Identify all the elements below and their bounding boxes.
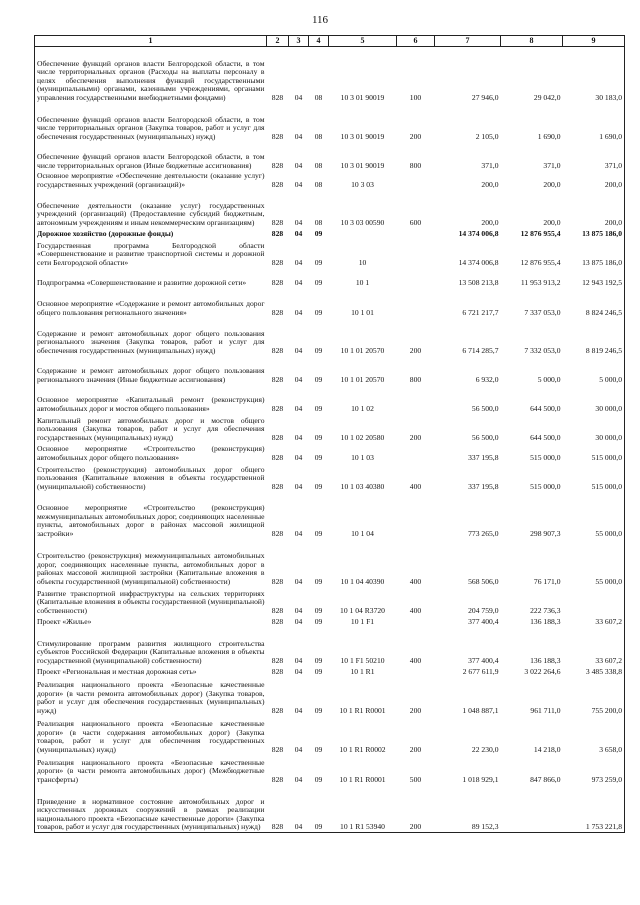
amount-year-2: 136 188,3	[530, 616, 561, 626]
column-header: 1	[35, 36, 267, 47]
amount-year-2: 644 500,0	[530, 432, 561, 442]
amount-year-1: 6 932,0	[475, 374, 499, 384]
amount-year-2: 200,0	[543, 217, 561, 227]
subsection-code: 09	[314, 374, 323, 384]
amount-year-3: 1 690,0	[563, 103, 625, 142]
target-article-code	[329, 228, 397, 239]
column-header: 7	[435, 36, 501, 47]
admin-code: 828	[271, 655, 284, 665]
table-row	[35, 443, 625, 463]
subsection-code: 08	[314, 217, 323, 227]
section-code: 04	[294, 605, 303, 615]
amount-year-3: 30 000,0	[563, 385, 625, 414]
amount-year-1: 568 506,0	[468, 576, 499, 586]
amount-year-1: 204 759,0	[468, 605, 499, 615]
table-row	[35, 142, 625, 171]
amount-year-3: 200,0	[563, 171, 625, 190]
section-code: 04	[294, 92, 303, 102]
amount-year-1: 2 105,0	[475, 131, 499, 141]
row-name: Содержание и ремонт автомобильных дорог общего пользования регионального значения (Закупка товаров, работ и услуг для обеспечения государственных (муниципальных) нужд)	[35, 318, 267, 356]
amount-year-2: 12 876 955,4	[520, 228, 561, 238]
target-article-code: 10 1 R1 53940	[329, 785, 397, 833]
admin-code: 828	[271, 92, 284, 102]
table-header-row	[35, 36, 625, 47]
expense-type-code	[397, 385, 435, 414]
section-code: 04	[294, 345, 303, 355]
amount-year-3: 3 658,0	[563, 716, 625, 755]
subsection-code: 09	[314, 774, 323, 784]
row-name: Государственная программа Белгородской области «Совершенствование и развитие транспортной системы и дорожной сети Белгородской области»	[35, 239, 267, 268]
section-code: 04	[294, 452, 303, 462]
row-name: Обеспечение функций органов власти Белгородской области, в том числе территориальных органов (Иные бюджетные ассигнования)	[35, 142, 267, 171]
expense-type-code	[397, 288, 435, 318]
table-row	[35, 755, 625, 785]
row-name: Стимулирование программ развития жилищного строительства субъектов Российской Федерации (Капитальные вложения в объекты государственной (муниципальной) собственности)	[35, 627, 267, 666]
admin-code: 828	[271, 605, 284, 615]
admin-code: 828	[271, 774, 284, 784]
amount-year-2: 847 866,0	[530, 774, 561, 784]
admin-code: 828	[271, 345, 284, 355]
amount-year-3: 371,0	[563, 142, 625, 171]
amount-year-2: 7 337 053,0	[524, 307, 561, 317]
target-article-code: 10 1 04 R3720	[340, 605, 385, 615]
amount-year-2: 644 500,0	[530, 403, 561, 413]
admin-code: 828	[271, 432, 284, 442]
amount-year-2: 200,0	[543, 179, 561, 189]
amount-year-3: 55 000,0	[563, 492, 625, 539]
subsection-code: 09	[314, 257, 323, 267]
section-code: 04	[294, 481, 303, 491]
amount-year-2: 222 736,3	[530, 605, 561, 615]
column-header: 3	[289, 36, 309, 47]
column-header: 5	[329, 36, 397, 47]
table-row	[35, 616, 625, 627]
subsection-code: 09	[314, 228, 323, 238]
subsection-code: 09	[314, 705, 323, 715]
target-article-code: 10 1 R1 R0001	[339, 774, 386, 784]
subsection-code: 09	[314, 277, 323, 287]
expense-type-code: 200	[409, 705, 422, 715]
table-row	[35, 318, 625, 356]
section-code: 04	[294, 277, 303, 287]
section-code: 04	[294, 774, 303, 784]
expense-type-code: 400	[409, 481, 422, 491]
table-row	[35, 385, 625, 414]
amount-year-3: 515 000,0	[563, 443, 625, 463]
amount-year-1: 1 018 929,1	[462, 774, 499, 784]
admin-code: 828	[271, 481, 284, 491]
table-row	[35, 666, 625, 677]
column-header: 9	[563, 36, 625, 47]
amount-year-1: 56 500,0	[471, 432, 499, 442]
row-name: Проект «Жилье»	[35, 616, 267, 627]
admin-code: 828	[271, 257, 284, 267]
amount-year-3: 13 875 186,0	[563, 228, 625, 239]
row-name: Приведение в нормативное состояние автомобильных дорог и искусственных дорожных сооружений в рамках реализации национального проекта «Безопасные качественные дороги» (Закупка товаров, работ и услуг для государственных (муниципальных) нужд)	[35, 785, 267, 833]
expense-type-code: 400	[409, 576, 422, 586]
target-article-code: 10 3 01 90019	[340, 92, 385, 102]
amount-year-1: 371,0	[481, 160, 499, 170]
amount-year-1: 89 152,3	[435, 785, 501, 833]
table-row	[35, 103, 625, 142]
section-code: 04	[294, 257, 303, 267]
amount-year-2: 76 171,0	[533, 576, 561, 586]
amount-year-2: 3 022 264,6	[524, 666, 561, 676]
column-header: 4	[309, 36, 329, 47]
row-name: Основное мероприятие «Обеспечение деятельности (оказание услуг) государственных учреждений (организаций)»	[35, 171, 267, 190]
expense-type-code: 600	[409, 217, 422, 227]
amount-year-1: 2 677 611,9	[462, 666, 499, 676]
table-row	[35, 171, 625, 190]
amount-year-1: 200,0	[481, 179, 499, 189]
row-name: Обеспечение деятельности (оказание услуг) государственных учреждений (организаций) (Предоставление субсидий бюджетным, автономным учреждениям и иным некоммерческим организациям)	[35, 190, 267, 228]
column-header: 6	[397, 36, 435, 47]
row-name: Основное мероприятие «Капитальный ремонт (реконструкция) автомобильных дорог и мостов общего пользования»	[35, 385, 267, 414]
amount-year-2: 14 218,0	[533, 744, 561, 754]
target-article-code: 10 1 04 40390	[340, 576, 385, 586]
target-article-code: 10 1 02 20580	[340, 432, 385, 442]
row-name: Проект «Региональная и местная дорожная сеть»	[35, 666, 267, 677]
target-article-code: 10 1 01 20570	[340, 374, 385, 384]
section-code: 04	[294, 744, 303, 754]
subsection-code: 09	[314, 576, 323, 586]
target-article-code: 10 1 02	[351, 403, 374, 413]
amount-year-3: 13 875 186,0	[563, 239, 625, 268]
admin-code: 828	[271, 403, 284, 413]
expense-type-code	[397, 268, 435, 288]
amount-year-3: 755 200,0	[563, 677, 625, 716]
amount-year-1: 6 721 217,7	[462, 307, 499, 317]
amount-year-2: 515 000,0	[530, 452, 561, 462]
expense-type-code	[397, 492, 435, 539]
row-name: Реализация национального проекта «Безопасные качественные дороги» (в части ремонта автомобильных дорог) (Межбюджетные трансферты)	[35, 755, 267, 785]
admin-code: 828	[271, 228, 284, 238]
table-row	[35, 677, 625, 716]
section-code: 04	[294, 228, 303, 238]
amount-year-3: 1 753 221,8	[563, 785, 625, 833]
subsection-code: 09	[314, 528, 323, 538]
table-body	[35, 47, 625, 833]
amount-year-3: 33 607,2	[563, 627, 625, 666]
section-code: 04	[294, 616, 303, 626]
amount-year-3: 30 183,0	[563, 47, 625, 103]
subsection-code: 09	[314, 616, 323, 626]
subsection-code: 09	[314, 481, 323, 491]
admin-code: 828	[271, 616, 284, 626]
admin-code: 828	[271, 374, 284, 384]
subsection-code: 08	[314, 131, 323, 141]
section-code: 04	[294, 655, 303, 665]
table-row	[35, 627, 625, 666]
amount-year-2: 5 000,0	[537, 374, 561, 384]
target-article-code: 10 1 01	[351, 307, 374, 317]
admin-code: 828	[271, 744, 284, 754]
amount-year-1: 337 195,8	[468, 452, 499, 462]
amount-year-1: 56 500,0	[471, 403, 499, 413]
target-article-code: 10 1 F1 50210	[340, 655, 385, 665]
target-article-code: 10 1 03 40380	[340, 481, 385, 491]
budget-table	[34, 35, 625, 833]
expense-type-code: 800	[409, 160, 422, 170]
admin-code: 828	[271, 131, 284, 141]
subsection-code: 09	[314, 307, 323, 317]
row-name: Реализация национального проекта «Безопасные качественные дороги» (в части содержания автомобильных дорог) (Закупка товаров, работ и услуг для обеспечения государственных (муниципальных) нужд)	[35, 716, 267, 755]
amount-year-1: 200,0	[481, 217, 499, 227]
table-row	[35, 190, 625, 228]
subsection-code: 09	[314, 432, 323, 442]
amount-year-1: 22 230,0	[471, 744, 499, 754]
amount-year-3: 973 259,0	[563, 755, 625, 785]
row-name: Подпрограмма «Совершенствование и развитие дорожной сети»	[35, 268, 267, 288]
subsection-code: 08	[314, 179, 323, 189]
expense-type-code: 200	[409, 345, 422, 355]
amount-year-3: 12 943 192,5	[563, 268, 625, 288]
amount-year-1: 6 714 285,7	[462, 345, 499, 355]
section-code: 04	[294, 432, 303, 442]
target-article-code: 10	[358, 257, 367, 267]
section-code: 04	[294, 160, 303, 170]
row-name: Основное мероприятие «Строительство (реконструкция) автомобильных дорог общего пользования»	[35, 443, 267, 463]
admin-code: 828	[271, 277, 284, 287]
amount-year-2: 1 690,0	[537, 131, 561, 141]
amount-year-3: 8 819 246,5	[563, 318, 625, 356]
expense-type-code: 800	[409, 374, 422, 384]
amount-year-2: 29 042,0	[533, 92, 561, 102]
expense-type-code: 200	[409, 432, 422, 442]
expense-type-code	[397, 666, 435, 677]
target-article-code: 10 3 03	[351, 179, 374, 189]
section-code: 04	[289, 785, 309, 833]
target-article-code: 10 1 R1 R0001	[339, 705, 386, 715]
admin-code: 828	[271, 705, 284, 715]
amount-year-3: 3 485 338,8	[563, 666, 625, 677]
table-row	[35, 239, 625, 268]
amount-year-3: 55 000,0	[563, 539, 625, 587]
expense-type-code	[397, 171, 435, 190]
amount-year-3: 200,0	[563, 190, 625, 228]
target-article-code: 10 1 R1	[350, 666, 375, 676]
admin-code: 828	[271, 179, 284, 189]
expense-type-code	[397, 443, 435, 463]
amount-year-2: 515 000,0	[530, 481, 561, 491]
row-name: Капитальный ремонт автомобильных дорог и мостов общего пользования (Закупка товаров, работ и услуг для обеспечения государственных (муниципальных) нужд)	[35, 414, 267, 443]
amount-year-3: 515 000,0	[563, 463, 625, 492]
admin-code: 828	[271, 528, 284, 538]
amount-year-1: 13 508 213,8	[458, 277, 499, 287]
expense-type-code: 200	[409, 131, 422, 141]
amount-year-3: 8 824 246,5	[563, 288, 625, 318]
section-code: 04	[294, 705, 303, 715]
subsection-code: 09	[314, 345, 323, 355]
row-name: Основное мероприятие «Строительство (реконструкция) межмуниципальных автомобильных дорог, соединяющих населенные пункты, автомобильных дорог в районах массовой жилищной застройки»	[35, 492, 267, 539]
target-article-code: 10 1 01 20570	[340, 345, 385, 355]
subsection-code: 09	[309, 785, 329, 833]
amount-year-2: 12 876 955,4	[520, 257, 561, 267]
subsection-code: 09	[314, 655, 323, 665]
subsection-code: 09	[314, 666, 323, 676]
amount-year-3: 30 000,0	[563, 414, 625, 443]
expense-type-code: 400	[409, 605, 422, 615]
section-code: 04	[294, 666, 303, 676]
target-article-code: 10 3 01 90019	[340, 160, 385, 170]
expense-type-code: 200	[409, 744, 422, 754]
amount-year-2: 298 907,3	[530, 528, 561, 538]
row-name: Строительство (реконструкция) межмуниципальных автомобильных дорог, соединяющих населенные пункты, автомобильных дорог в районах массовой жилищной застройки (Капитальные вложения в объекты государственной (муниципальной) собственности)	[35, 539, 267, 587]
target-article-code: 10 1 04	[351, 528, 374, 538]
amount-year-3	[563, 587, 625, 616]
row-name: Реализация национального проекта «Безопасные качественные дороги» (в части ремонта автомобильных дорог) (Закупка товаров, работ и услуг для обеспечения государственных (муниципальных) нужд)	[35, 677, 267, 716]
expense-type-code: 500	[409, 774, 422, 784]
section-code: 04	[294, 131, 303, 141]
amount-year-1: 27 946,0	[471, 92, 499, 102]
section-code: 04	[294, 217, 303, 227]
amount-year-2: 136 188,3	[530, 655, 561, 665]
table-row	[35, 463, 625, 492]
section-code: 04	[294, 576, 303, 586]
amount-year-2: 7 332 053,0	[524, 345, 561, 355]
amount-year-2: 11 953 913,2	[520, 277, 561, 287]
target-article-code: 10 3 01 90019	[340, 131, 385, 141]
amount-year-1: 14 374 006,8	[458, 228, 499, 238]
admin-code: 828	[271, 666, 284, 676]
section-code: 04	[294, 528, 303, 538]
table-row	[35, 356, 625, 385]
section-code: 04	[294, 179, 303, 189]
table-row	[35, 268, 625, 288]
row-name: Обеспечение функций органов власти Белгородской области, в том числе территориальных органов (Расходы на выплаты персоналу в целях обеспечения выполнения функций государственными (муниципальными) органами, казенными учреждениями, органами управления государственными внебюджетными фондами)	[35, 47, 267, 103]
amount-year-1: 377 400,4	[468, 655, 499, 665]
subsection-code: 09	[314, 605, 323, 615]
amount-year-2	[501, 785, 563, 833]
subsection-code: 09	[314, 452, 323, 462]
amount-year-3: 5 000,0	[563, 356, 625, 385]
row-name: Обеспечение функций органов власти Белгородской области, в том числе территориальных органов (Закупка товаров, работ и услуг для обеспечения государственных (муниципальных) нужд)	[35, 103, 267, 142]
target-article-code: 10 1 F1	[350, 616, 375, 626]
admin-code: 828	[271, 452, 284, 462]
amount-year-1: 1 048 887,1	[462, 705, 499, 715]
table-row	[35, 587, 625, 616]
target-article-code: 10 1 03	[351, 452, 374, 462]
section-code: 04	[294, 403, 303, 413]
amount-year-1: 377 400,4	[468, 616, 499, 626]
amount-year-1: 14 374 006,8	[458, 257, 499, 267]
expense-type-code	[397, 616, 435, 627]
amount-year-3: 33 607,2	[563, 616, 625, 627]
target-article-code: 10 3 03 00590	[340, 217, 385, 227]
table-row	[35, 47, 625, 103]
expense-type-code: 100	[409, 92, 422, 102]
amount-year-2: 371,0	[543, 160, 561, 170]
section-code: 04	[294, 374, 303, 384]
subsection-code: 09	[314, 744, 323, 754]
amount-year-2: 961 711,0	[530, 705, 561, 715]
admin-code: 828	[271, 307, 284, 317]
table-row	[35, 228, 625, 239]
table-row	[35, 492, 625, 539]
section-code: 04	[294, 307, 303, 317]
admin-code: 828	[271, 576, 284, 586]
page-number: 116	[311, 14, 329, 26]
admin-code: 828	[271, 160, 284, 170]
table-row	[35, 288, 625, 318]
expense-type-code: 200	[397, 785, 435, 833]
target-article-code: 10 1 R1 R0002	[339, 744, 386, 754]
expense-type-code	[397, 228, 435, 239]
table-row	[35, 539, 625, 587]
admin-code: 828	[267, 785, 289, 833]
row-name: Развитие транспортной инфраструктуры на сельских территориях (Капитальные вложения в объекты государственной (муниципальной) собственности)	[35, 587, 267, 616]
expense-type-code	[397, 239, 435, 268]
target-article-code: 10 1	[355, 277, 370, 287]
column-header: 8	[501, 36, 563, 47]
amount-year-1: 773 265,0	[468, 528, 499, 538]
column-header: 2	[267, 36, 289, 47]
row-name: Содержание и ремонт автомобильных дорог общего пользования регионального значения (Иные бюджетные ассигнования)	[35, 356, 267, 385]
admin-code: 828	[271, 217, 284, 227]
row-name: Строительство (реконструкция) автомобильных дорог общего пользования (Капитальные вложения в объекты государственной (муниципальной) собственности)	[35, 463, 267, 492]
row-name: Дорожное хозяйство (дорожные фонды)	[35, 228, 267, 239]
expense-type-code: 400	[409, 655, 422, 665]
amount-year-1: 337 195,8	[468, 481, 499, 491]
row-name: Основное мероприятие «Содержание и ремонт автомобильных дорог общего пользования регионального значения»	[35, 288, 267, 318]
table-row	[35, 785, 625, 833]
subsection-code: 09	[314, 403, 323, 413]
table-row	[35, 716, 625, 755]
subsection-code: 08	[314, 160, 323, 170]
table-row	[35, 414, 625, 443]
subsection-code: 08	[314, 92, 323, 102]
